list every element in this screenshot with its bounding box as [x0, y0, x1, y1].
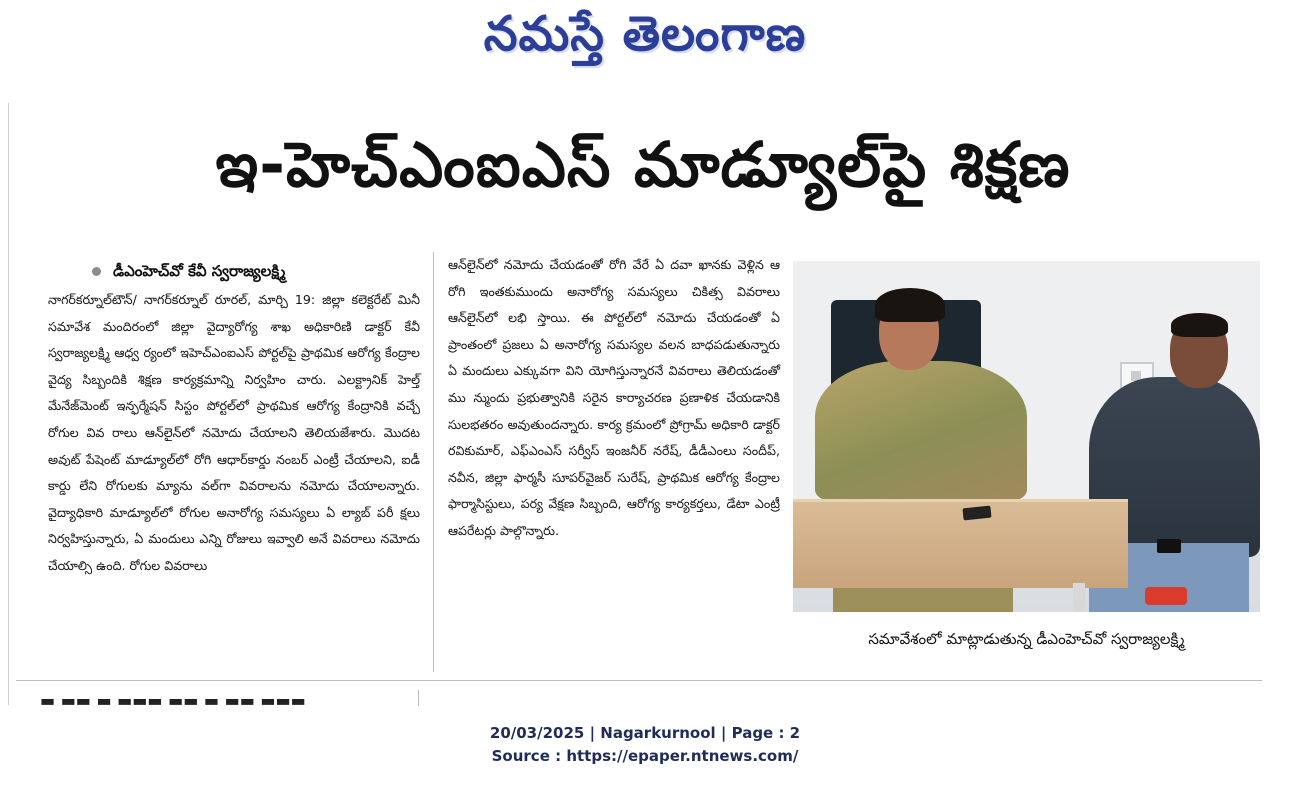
footer-edition-line: 20/03/2025 | Nagarkurnool | Page : 2 — [489, 724, 801, 742]
page-footer — [0, 722, 1290, 768]
photo-woman-hair — [875, 288, 945, 322]
next-article-cutoff-text: ▬ ▬▬ ▬ ▬▬▬ ▬▬ ▬ ▬▬ ▬▬▬ — [40, 691, 306, 710]
byline-text: డీఎంహెచ్‌వో కేవీ స్వరాజ్యలక్ష్మి — [113, 262, 286, 280]
bullet-icon — [92, 267, 101, 276]
photo-man-hair — [1171, 313, 1228, 337]
bottom-column-divider — [418, 690, 419, 706]
column-divider — [433, 252, 434, 672]
bottom-rule — [16, 680, 1262, 681]
article-photo — [793, 261, 1260, 612]
photo-table — [793, 499, 1128, 588]
article-byline — [92, 262, 422, 284]
photo-caption: సమావేశంలో మాట్లాడుతున్న డీఎంహెచ్‌వో స్వరాజ్యలక్ష్మి — [868, 630, 1185, 648]
article-column-left: నాగర్‌కర్నూల్‌టౌన్/ నాగర్‌కర్నూల్ రూరల్, మార్చి 19: జిల్లా కలెక్టరేట్ మినీ సమావేశ మందిరంలో జిల్లా వైద్యారోగ్య శాఖ అధికారిణి డాక్టర్ కేవీ స్వరాజ్యలక్ష్మి ఆధ్వ ర్యంలో ఇహెచ్ఎంఐఎస్ పోర్టల్‌పై ప్రాథమిక ఆరోగ్య కేంద్రాల వైద్య సిబ్బందికి శిక్షణ కార్యక్రమాన్ని నిర్వహిం చారు. ఎలక్ట్రానిక్ హెల్త్ మేనేజ్‌మెంట్ ఇన్ఫర్మేషన్ సిస్టం పోర్టల్‌లో ప్రాథమిక ఆరోగ్య కేంద్రానికి వచ్చే రోగుల వివ రాలు ఆన్‌లైన్‌లో నమోదు చేయాలని తెలియజేశారు. మొదట అవుట్ పేషెంట్ మాడ్యూల్‌లో రోగి ఆధార్‌కార్డు నంబర్ ఎంట్రీ చేయాలని, ఐడీ కార్డు లేని రోగులకు మ్యాను వల్‌గా వివరాలను నమోదు చేయాలన్నారు. వైద్యాధికారి మాడ్యూల్‌లో రోగుల అనారోగ్య సమస్యలు ఏ ల్యాబ్ పరీ క్షలు నిర్వహిస్తున్నారు, ఏ మందులు ఎన్ని రోజులు ఇవ్వాలి అనే వివరాలు నమోదు చేయాల్సి ఉంది. రోగుల వివరాలు — [48, 292, 420, 573]
newspaper-logo: నమస్తే తెలంగాణ — [483, 6, 807, 62]
masthead — [0, 0, 1290, 80]
photo-man-phone — [1157, 539, 1181, 553]
photo-table-leg — [1073, 583, 1085, 612]
next-article-cutoff — [40, 691, 390, 710]
article-headline: ఇ-హెచ్ఎంఐఎస్ మాడ్యూల్‌పై శిక్షణ — [215, 128, 1071, 201]
photo-woman-saree — [815, 361, 1027, 501]
photo-red-seat — [1145, 587, 1187, 605]
footer-source-line: Source : https://epaper.ntnews.com/ — [491, 747, 799, 765]
article-column-middle: ఆన్‌లైన్‌లో నమోదు చేయడంతో రోగి వేరే ఏ దవా ఖానకు వెళ్లిన ఆ రోగి ఇంతకుముందు అనారోగ్య సమస్యలు చికిత్స వివరాలు ఆన్‌లైన్‌లో లభి స్తాయి. ఈ పోర్టల్‌లో నమోదు చేయడంతో ఏ ప్రాంతంలో ప్రజలు ఏ అనారోగ్య సమస్యల వలన బాధపడుతున్నారు ఏ మందులు ఎక్కువగా విని యోగిస్తున్నారనే వివరాలు తెలియడంతో ము న్ముందు ప్రభుత్వానికి సరైన కార్యాచరణ ప్రణాళిక చేయడానికి సులభతరం అవుతుందన్నారు. కార్య క్రమంలో ప్రోగ్రామ్ అధికారి డాక్టర్ రవికుమార్, ఎఫ్ఎంఎస్ సర్వీస్ ఇంజనీర్ నరేష్, డీడీఎంలు సందీప్, నవీన, జిల్లా ఫార్మసీ సూపర్‌వైజర్ సురేష్, ప్రాథమిక ఆరోగ్య కేంద్రాల ఫార్మాసిస్టులు, పర్య వేక్షణ సిబ్బంది, ఆరోగ్య కార్యకర్తలు, డేటా ఎంట్రీ ఆపరేటర్లు పాల్గొన్నారు. — [448, 257, 780, 538]
